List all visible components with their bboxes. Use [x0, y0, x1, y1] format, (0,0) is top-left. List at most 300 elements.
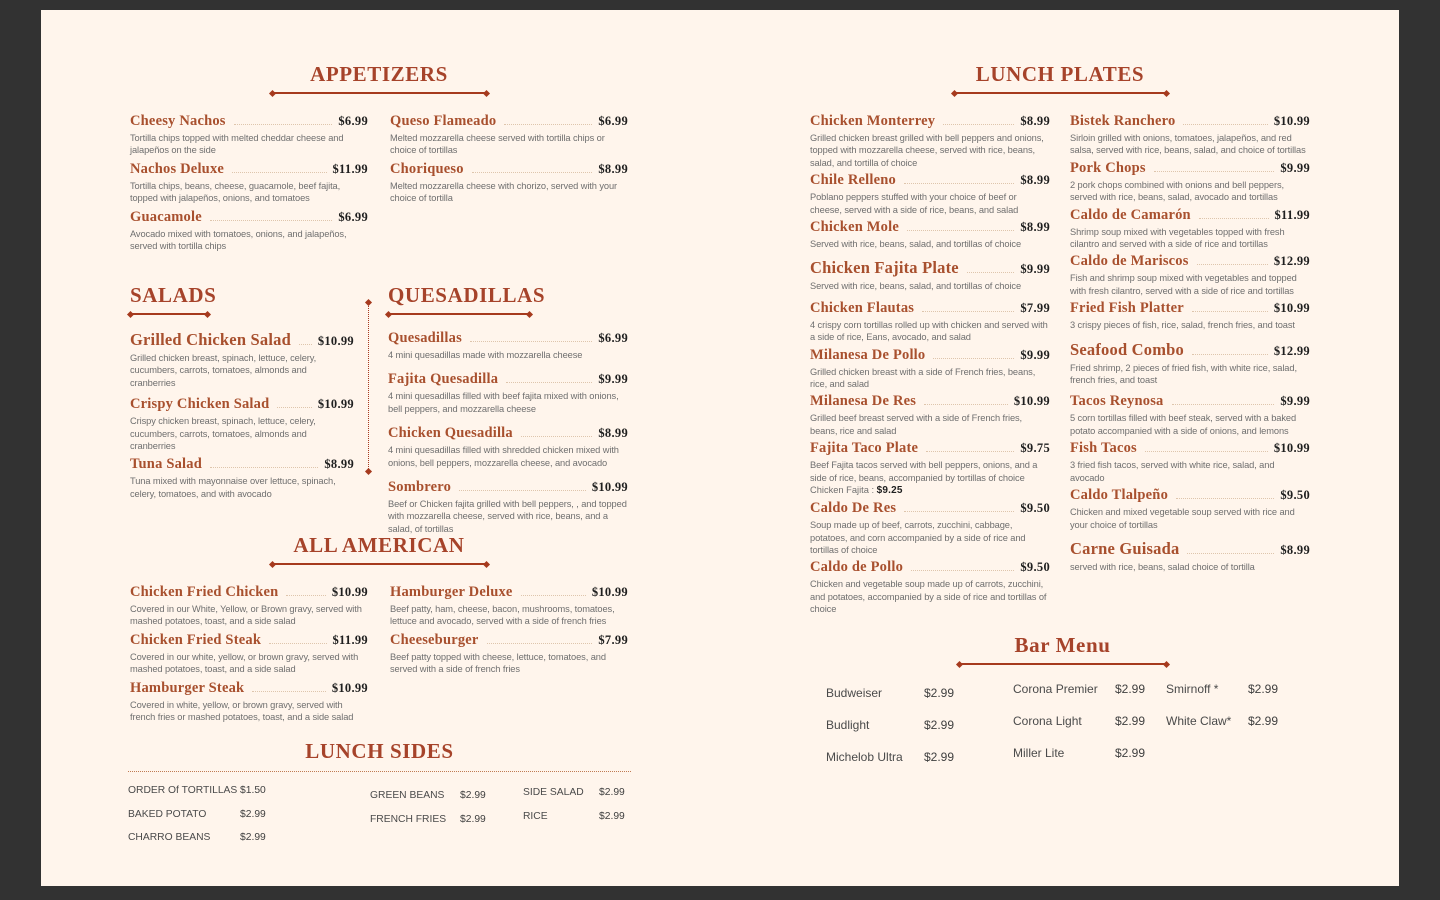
menu-item — [390, 160, 628, 205]
item-description: Chicken and vegetable soup made up of carrots, zucchini, and potatoes, accompanied by a side of rice and tortillas of choice — [810, 579, 1047, 615]
item-price: $11.99 — [332, 632, 368, 647]
item-name: Seafood Combo — [1070, 339, 1184, 359]
item-name: Bistek Ranchero — [1070, 113, 1176, 129]
item-name: Caldo de Pollo — [810, 559, 904, 576]
item-row — [388, 370, 628, 389]
item-label: GREEN BEANS — [370, 790, 445, 801]
appetizers-columns — [130, 112, 628, 255]
side-item — [128, 831, 266, 845]
dotted-leader — [1176, 498, 1274, 499]
menu-item — [1070, 299, 1310, 331]
dotted-leader — [967, 272, 1015, 273]
item-name: Milanesa De Pollo — [810, 346, 926, 363]
dotted-leader — [904, 183, 1014, 184]
menu-item — [130, 679, 368, 724]
menu-item — [810, 171, 1050, 216]
item-price: $10.99 — [1273, 441, 1310, 456]
item-label: White Claw* — [1166, 714, 1232, 728]
dotted-leader — [521, 436, 593, 437]
item-price: $11.99 — [1274, 207, 1310, 222]
item-row — [1070, 339, 1310, 361]
dotted-leader — [232, 172, 326, 173]
menu-item — [130, 455, 354, 500]
menu-item — [1070, 392, 1310, 437]
dotted-leader — [299, 344, 312, 345]
item-row — [388, 478, 628, 497]
menu-item — [390, 583, 628, 628]
item-name: Sombrero — [388, 479, 452, 496]
menu-item — [810, 299, 1050, 344]
menu-item — [130, 112, 368, 157]
item-price: $9.50 — [1020, 560, 1050, 575]
dotted-leader — [1199, 218, 1269, 219]
bar-item — [826, 685, 954, 701]
item-price: $2.99 — [1115, 682, 1146, 696]
menu-item — [388, 478, 628, 535]
item-description: Crispy chicken breast, spinach, lettuce, celery, cucumbers, carrots, tomatoes, almonds and cranberries — [130, 416, 316, 452]
bar-item — [1166, 713, 1278, 729]
item-label: Budweiser — [826, 686, 883, 700]
item-variant — [810, 484, 1050, 497]
item-row — [810, 558, 1050, 577]
menu-item — [390, 631, 628, 676]
item-price: $2.99 — [599, 787, 625, 798]
item-description: 4 mini quesadillas filled with beef fajita mixed with onions, bell peppers, and mozzarella cheese — [388, 391, 619, 414]
item-name: Chicken Fried Chicken — [130, 584, 279, 600]
item-price: $2.99 — [1248, 714, 1279, 728]
bar-item — [826, 717, 954, 733]
dotted-leader — [234, 124, 333, 125]
dotted-leader — [252, 691, 326, 692]
menu-item — [1070, 252, 1310, 297]
item-row — [1070, 439, 1310, 458]
item-label: Corona Premier — [1013, 682, 1098, 696]
dotted-leader — [210, 220, 333, 221]
menu-item — [388, 329, 628, 361]
all-american-title: ALL AMERICAN — [293, 533, 465, 557]
bar-item — [826, 749, 954, 765]
item-row — [810, 257, 1050, 279]
item-price: $2.99 — [599, 810, 625, 822]
menu-item — [130, 160, 368, 205]
item-description: Tortilla chips, beans, cheese, guacamole, beef fajita, topped with jalapeños, onions, and tomatoes — [130, 180, 341, 204]
menu-item — [1070, 159, 1310, 204]
item-row — [1070, 206, 1310, 225]
dotted-leader — [277, 407, 311, 408]
item-row — [810, 299, 1050, 318]
menu-column — [810, 112, 1050, 618]
item-label: SIDE SALAD — [523, 787, 584, 798]
item-row — [1070, 252, 1310, 271]
item-name: Fajita Quesadilla — [388, 371, 499, 388]
item-price: $2.99 — [460, 790, 486, 801]
menu-item — [388, 370, 628, 415]
item-price: $12.99 — [1273, 254, 1310, 269]
item-price: $12.99 — [1273, 343, 1310, 358]
item-description: Beef Fajita tacos served with bell peppers, onions, and a side of rice, beans, accompanied by tortillas of choice — [810, 460, 1038, 483]
item-price: $8.99 — [1020, 173, 1050, 188]
pair-column — [1013, 681, 1145, 777]
dotted-leader — [933, 358, 1014, 359]
item-price: $8.99 — [598, 426, 628, 441]
pair-column — [1166, 681, 1278, 745]
item-description: Sirloin grilled with onions, tomatoes, jalapeños, and red salsa, served with rice, beans, salad, and choice of tortillas — [1070, 133, 1306, 156]
dotted-leader — [911, 570, 1014, 571]
item-description: 3 fried fish tacos, served with white rice, salad, and avocado — [1070, 460, 1275, 483]
item-row — [810, 346, 1050, 365]
dotted-leader — [943, 124, 1014, 125]
item-description: Fish and shrimp soup mixed with vegetables and topped with fresh cilantro, served with a side of rice and tortillas — [1070, 273, 1297, 296]
item-row — [130, 112, 368, 131]
dotted-leader — [470, 341, 592, 342]
item-description: Tuna mixed with mayonnaise over lettuce, spinach, celery, tomatoes, and with avocado — [130, 476, 336, 499]
item-description: 4 mini quesadillas made with mozzarella cheese — [388, 350, 583, 360]
bar-menu-underline — [959, 663, 1167, 665]
item-name: Chicken Flautas — [810, 299, 915, 316]
dotted-leader — [1187, 553, 1274, 554]
section-lunch-plates — [810, 60, 1310, 618]
item-row — [390, 160, 628, 179]
item-row — [130, 455, 354, 474]
menu-item — [130, 395, 354, 452]
item-price: $10.99 — [1013, 394, 1050, 409]
item-name: Caldo de Mariscos — [1070, 253, 1189, 270]
item-name: Hamburger Steak — [130, 679, 245, 696]
item-description: Shrimp soup mixed with vegetables topped with fresh cilantro and served with a side of rice and tortillas — [1070, 226, 1285, 250]
item-label: Corona Light — [1013, 714, 1082, 728]
menu-item — [130, 329, 354, 389]
bar-item — [1166, 681, 1278, 697]
side-item — [523, 810, 625, 824]
item-price: $8.99 — [598, 161, 628, 176]
item-description: Avocado mixed with tomatoes, onions, and jalapeños, served with tortilla chips — [130, 228, 347, 252]
dotted-leader — [506, 382, 592, 383]
dotted-leader — [922, 311, 1014, 312]
item-price: $2.99 — [1248, 682, 1279, 696]
item-name: Grilled Chicken Salad — [130, 330, 291, 349]
item-row — [130, 160, 368, 179]
menu-item — [810, 392, 1050, 437]
item-price: $10.99 — [331, 680, 368, 695]
dotted-leader — [521, 595, 586, 596]
item-price: $7.99 — [1020, 300, 1050, 315]
menu-paper — [41, 10, 1399, 886]
item-row — [810, 439, 1050, 458]
pair-column — [370, 789, 486, 836]
side-item — [523, 786, 625, 800]
item-price: $10.99 — [1273, 114, 1310, 128]
variant-price: $9.25 — [876, 485, 903, 497]
item-description: Served with rice, beans, salad, and tortillas of choice — [810, 239, 1022, 250]
menu-item — [390, 112, 628, 157]
item-price: $11.99 — [332, 161, 368, 176]
item-price: $10.99 — [1273, 301, 1310, 316]
item-name: Chile Relleno — [810, 172, 896, 189]
dotted-leader — [1172, 404, 1275, 405]
dotted-leader — [269, 643, 326, 644]
item-row — [390, 631, 628, 650]
item-price: $8.99 — [1020, 220, 1050, 235]
item-description: Grilled chicken breast grilled with bell peppers and onions, topped with mozzarella cheese, served with rice, beans, salad, and tortilla of choice — [810, 133, 1044, 168]
lunch-sides-rule — [128, 771, 631, 772]
item-price: $8.99 — [324, 457, 354, 472]
menu-item — [1070, 339, 1310, 387]
item-price: $10.99 — [317, 397, 354, 412]
item-name: Fried Fish Platter — [1070, 300, 1184, 317]
all-american-columns — [130, 583, 628, 726]
item-price: $6.99 — [338, 209, 368, 224]
item-label: BAKED POTATO — [128, 808, 207, 820]
item-row — [1070, 299, 1310, 318]
pair-column — [523, 786, 625, 833]
item-row — [1070, 112, 1310, 131]
dotted-leader — [926, 451, 1014, 452]
menu-column — [390, 583, 628, 726]
item-row — [810, 499, 1050, 518]
item-name: Milanesa De Res — [810, 393, 917, 410]
item-description: Grilled chicken breast with a side of French fries, beans, rice, and salad — [810, 366, 1036, 390]
side-item — [370, 789, 486, 803]
dotted-leader — [487, 643, 593, 644]
item-name: Chicken Monterrey — [810, 113, 936, 129]
item-name: Hamburger Deluxe — [390, 584, 513, 600]
dotted-leader — [472, 172, 593, 173]
section-quesadillas — [388, 281, 628, 544]
section-bar-menu — [810, 631, 1315, 801]
section-all-american — [130, 531, 628, 726]
item-name: Choriqueso — [390, 160, 464, 177]
menu-item — [1070, 206, 1310, 251]
item-price: $9.99 — [1020, 262, 1050, 277]
item-row — [810, 392, 1050, 411]
item-row — [1070, 486, 1310, 505]
item-price: $9.50 — [1280, 488, 1310, 503]
item-price: $10.99 — [317, 334, 354, 348]
dotted-leader — [286, 595, 325, 596]
item-description: Melted mozzarella cheese with chorizo, served with your choice of tortilla — [390, 180, 618, 204]
section-appetizers — [130, 60, 628, 255]
menu-item — [1070, 112, 1310, 157]
item-row — [130, 679, 368, 698]
menu-item — [810, 439, 1050, 497]
appetizers-underline — [272, 92, 487, 94]
pair-column — [826, 685, 954, 781]
side-item — [370, 813, 486, 827]
dotted-leader — [210, 467, 318, 468]
pair-column — [128, 784, 266, 855]
item-description: 5 corn tortillas filled with beef steak, served with a baked potato accompanied with a side of onions, and lemons — [1070, 413, 1297, 436]
item-name: Pork Chops — [1070, 159, 1146, 176]
item-row — [130, 329, 354, 351]
item-label: Michelob Ultra — [826, 750, 903, 764]
item-price: $2.99 — [1115, 746, 1146, 760]
item-name: Fish Tacos — [1070, 440, 1137, 457]
section-salads — [130, 281, 354, 503]
item-label: FRENCH FRIES — [370, 813, 447, 825]
item-price: $2.99 — [924, 686, 955, 700]
menu-item — [810, 218, 1050, 250]
item-name: Quesadillas — [388, 330, 462, 346]
item-description: Poblano peppers stuffed with your choice of beef or cheese, served with a side of rice, beans, and salad — [810, 192, 1019, 215]
menu-item — [1070, 538, 1310, 573]
item-description: Covered in our White, Yellow, or Brown gravy, served with mashed potatoes, toast, and a side salad — [130, 604, 362, 627]
bar-item — [1013, 745, 1145, 761]
item-row — [810, 218, 1050, 237]
item-row — [388, 329, 628, 348]
menu-item — [388, 424, 628, 469]
quesadillas-title: QUESADILLAS — [388, 283, 546, 307]
item-price: $9.99 — [1020, 347, 1050, 362]
lunch-plates-underline — [954, 92, 1167, 94]
item-name: Chicken Fried Steak — [130, 631, 262, 648]
dotted-leader — [1197, 264, 1268, 265]
item-label: CHARRO BEANS — [128, 832, 211, 843]
item-name: Chicken Quesadilla — [388, 425, 513, 442]
menu-item — [810, 558, 1050, 615]
dotted-leader — [504, 124, 592, 125]
item-row — [1070, 538, 1310, 560]
item-name: Tuna Salad — [130, 456, 203, 473]
bar-item — [1013, 681, 1145, 697]
item-description: 4 mini quesadillas filled with shredded chicken mixed with onions, bell peppers, mozzarella cheese, and avocado — [388, 445, 619, 468]
item-price: $1.50 — [240, 785, 266, 796]
item-price: $9.99 — [598, 372, 628, 387]
menu-column — [390, 112, 628, 255]
menu-item — [130, 631, 368, 676]
item-price: $10.99 — [591, 585, 628, 599]
item-price: $2.99 — [924, 718, 955, 732]
item-row — [810, 112, 1050, 131]
item-row — [1070, 392, 1310, 411]
item-description: 2 pork chops combined with onions and bell peppers, served with rice, beans, salad, avocado and tortillas — [1070, 179, 1285, 203]
menu-column — [130, 583, 368, 726]
item-price: $9.99 — [1280, 394, 1310, 409]
item-name: Cheesy Nachos — [130, 113, 226, 129]
item-price: $9.50 — [1020, 501, 1050, 516]
lunch-plates-title: LUNCH PLATES — [975, 62, 1145, 86]
item-price: $2.99 — [924, 750, 955, 764]
item-description: Grilled chicken breast, spinach, lettuce, celery, cucumbers, carrots, tomatoes, almonds and cranberries — [130, 353, 317, 388]
menu-item — [810, 346, 1050, 391]
item-description: Soup made up of beef, carrots, zucchini, cabbage, potatoes, and corn accompanied by a side of rice and tortillas of choice — [810, 520, 1026, 555]
menu-item — [1070, 486, 1310, 531]
dotted-leader — [1145, 451, 1268, 452]
item-name: Chicken Fajita Plate — [810, 258, 959, 278]
item-name: Caldo De Res — [810, 500, 897, 517]
item-price: $2.99 — [460, 813, 486, 825]
menu-item — [810, 112, 1050, 169]
item-row — [390, 112, 628, 131]
item-price: $6.99 — [598, 114, 628, 128]
dotted-leader — [1192, 311, 1268, 312]
item-name: Carne Guisada — [1070, 538, 1180, 558]
item-description: Covered in white, yellow, or brown gravy, served with french fries or mashed potatoes, toast, and a side salad — [130, 699, 354, 723]
item-description: Fried shrimp, 2 pieces of fried fish, with white rice, salad, french fries, and toast — [1070, 362, 1297, 386]
all-american-underline — [272, 563, 487, 565]
lunch-sides-title: LUNCH SIDES — [305, 739, 454, 763]
section-lunch-sides — [128, 737, 631, 876]
dotted-leader — [907, 230, 1014, 231]
bar-menu-title: Bar Menu — [1014, 633, 1111, 657]
item-description: Beef patty, ham, cheese, bacon, mushrooms, tomatoes, lettuce and avocado, served with a side of french fries — [390, 604, 615, 627]
item-row — [130, 208, 368, 227]
menu-item — [1070, 439, 1310, 484]
dotted-column-divider — [368, 303, 369, 471]
item-description: Chicken and mixed vegetable soup served with rice and your choice of tortillas — [1070, 507, 1295, 530]
item-name: Fajita Taco Plate — [810, 440, 919, 457]
item-price: $6.99 — [338, 114, 368, 128]
item-name: Nachos Deluxe — [130, 160, 225, 177]
menu-item — [810, 499, 1050, 556]
menu-column — [1070, 112, 1310, 618]
item-name: Queso Flameado — [390, 113, 497, 129]
item-price: $2.99 — [240, 808, 266, 820]
item-description: 3 crispy pieces of fish, rice, salad, french fries, and toast — [1070, 320, 1295, 331]
menu-item — [130, 583, 368, 628]
menu-item — [810, 257, 1050, 292]
item-description: Beef or Chicken fajita grilled with bell peppers, , and topped with mozzarella cheese, served with rice, beans, and a salad, of tortillas — [388, 499, 627, 534]
item-description: Melted mozzarella cheese served with tortilla chips or choice of tortillas — [390, 133, 605, 156]
item-name: Cheeseburger — [390, 631, 479, 648]
quesadillas-items — [388, 329, 628, 535]
item-description: Covered in our white, yellow, or brown gravy, served with mashed potatoes, toast, and a side salad — [130, 651, 359, 675]
item-label: Budlight — [826, 718, 870, 732]
item-price: $9.75 — [1020, 441, 1050, 456]
item-price: $2.99 — [1115, 714, 1146, 728]
dotted-leader — [1192, 354, 1268, 355]
variant-label: Chicken Fajita : — [810, 485, 877, 496]
menu-item — [130, 208, 368, 253]
item-row — [1070, 159, 1310, 178]
item-label: RICE — [523, 810, 548, 822]
item-label: ORDER Of TORTILLAS — [128, 785, 238, 796]
item-description: Grilled beef breast served with a side of French fries, beans, rice and salad — [810, 413, 1023, 436]
appetizers-title: APPETIZERS — [310, 62, 448, 86]
bar-menu-columns — [810, 682, 1315, 801]
dotted-leader — [924, 404, 1008, 405]
side-item — [128, 784, 266, 798]
salads-underline — [130, 313, 208, 315]
item-price: $6.99 — [598, 331, 628, 345]
item-price: $10.99 — [591, 480, 628, 495]
item-row — [130, 631, 368, 650]
item-price: $8.99 — [1280, 542, 1310, 557]
item-row — [390, 583, 628, 602]
item-row — [810, 171, 1050, 190]
item-price: $9.99 — [1280, 160, 1310, 175]
side-item — [128, 808, 266, 822]
item-description: Tortilla chips topped with melted cheddar cheese and jalapeños on the side — [130, 133, 344, 156]
item-row — [130, 395, 354, 414]
menu-column — [130, 112, 368, 255]
item-name: Caldo de Camarón — [1070, 206, 1191, 223]
salads-title: SALADS — [130, 283, 217, 307]
lunch-sides-columns — [128, 784, 631, 876]
item-label: Miller Lite — [1013, 746, 1065, 760]
item-row — [388, 424, 628, 443]
item-name: Chicken Mole — [810, 219, 899, 236]
item-price: $7.99 — [598, 632, 628, 647]
dotted-leader — [1154, 171, 1275, 172]
item-name: Crispy Chicken Salad — [130, 396, 270, 413]
item-name: Tacos Reynosa — [1070, 393, 1164, 410]
dotted-leader — [904, 511, 1014, 512]
quesadillas-underline — [388, 313, 530, 315]
item-name: Caldo Tlalpeño — [1070, 487, 1169, 504]
item-row — [130, 583, 368, 602]
dotted-leader — [1183, 124, 1267, 125]
item-description: 4 crispy corn tortillas rolled up with chicken and served with a side of rice, Eans, avocado, and salad — [810, 319, 1048, 343]
